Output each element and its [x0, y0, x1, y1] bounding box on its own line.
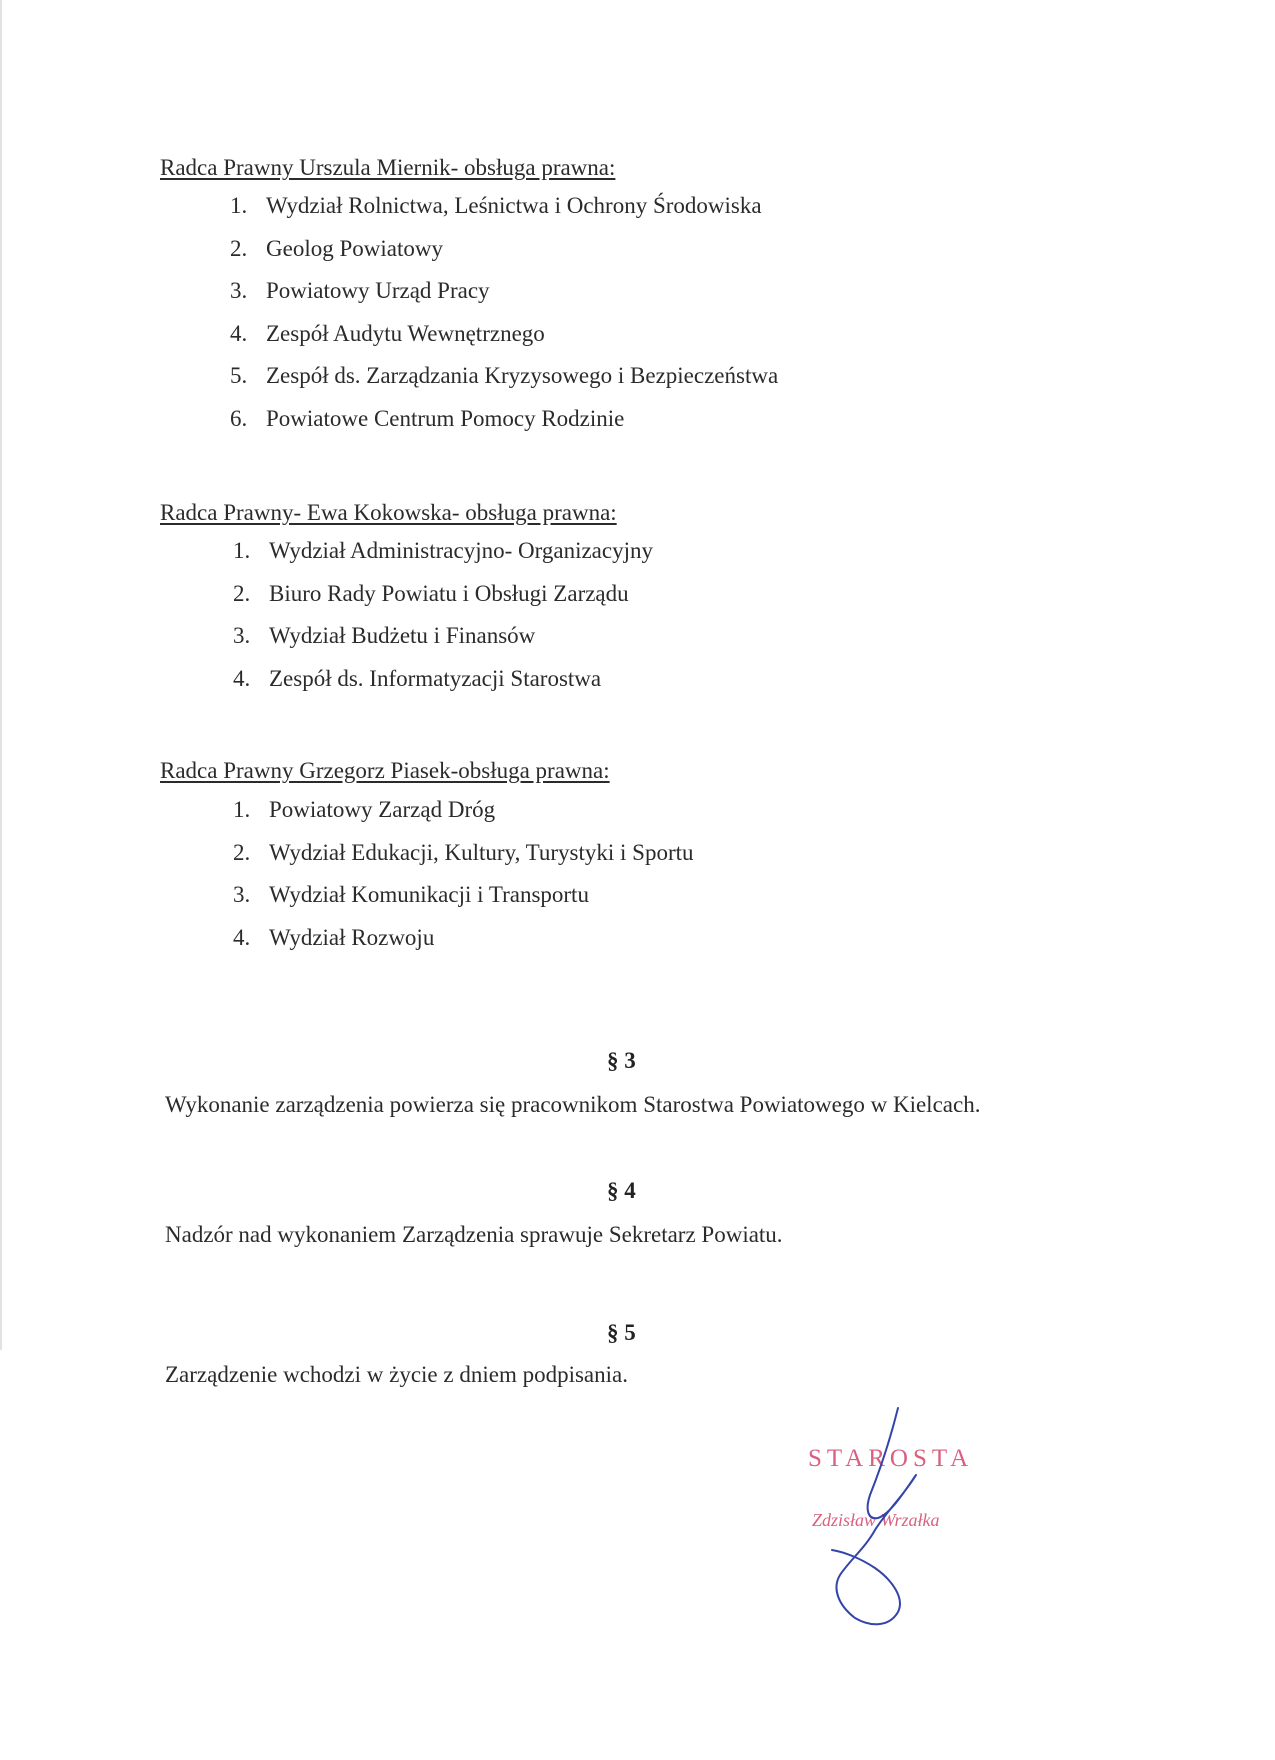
list-item-number: 3. [233, 882, 251, 907]
paragraph-mark-5: § 5 [607, 1320, 636, 1345]
list-item [233, 840, 694, 883]
list-item-text: Powiatowy Zarząd Dróg [269, 797, 496, 822]
list-item [230, 278, 778, 321]
section-heading-piasek: Radca Prawny Grzegorz Piasek-obsługa prawna: [160, 758, 610, 783]
list-item-text: Zespół ds. Informatyzacji Starostwa [269, 665, 602, 691]
section-list-miernik [230, 193, 778, 448]
list-item-text: Powiatowy Urząd Pracy [266, 278, 490, 303]
list-item-text: Wydział Budżetu i Finansów [269, 623, 536, 648]
list-item-number: 2. [230, 235, 248, 261]
list-item [233, 538, 653, 581]
list-item [233, 581, 653, 624]
list-item-number: 4. [230, 320, 248, 346]
list-item-number: 2. [233, 839, 251, 865]
list-item [233, 925, 694, 968]
list-item-text: Powiatowe Centrum Pomocy Rodzinie [266, 405, 625, 431]
list-item-text: Biuro Rady Powiatu i Obsługi Zarządu [269, 580, 629, 606]
list-item-number: 4. [233, 665, 251, 691]
list-item-text: Geolog Powiatowy [266, 235, 443, 261]
list-item [230, 363, 778, 406]
list-item-text: Zespół Audytu Wewnętrznego [266, 320, 545, 346]
list-item-number: 1. [230, 193, 248, 218]
list-item [233, 666, 653, 709]
list-item [233, 882, 694, 925]
paragraph-text-3: Wykonanie zarządzenia powierza się pracownikom Starostwa Powiatowego w Kielcach. [165, 1092, 981, 1117]
list-item [230, 236, 778, 279]
list-item [230, 193, 778, 236]
list-item [233, 623, 653, 666]
list-item-text: Wydział Administracyjno- Organizacyjny [269, 538, 653, 563]
stamp-title: STAROSTA [808, 1445, 974, 1472]
stamp-name: Zdzisław Wrzałka [812, 1510, 940, 1530]
list-item-text: Zespół ds. Zarządzania Kryzysowego i Bezpieczeństwa [266, 363, 779, 388]
list-item-number: 6. [230, 405, 248, 431]
handwritten-signature [820, 1400, 940, 1630]
section-heading-miernik: Radca Prawny Urszula Miernik- obsługa prawna: [160, 155, 616, 180]
list-item [230, 321, 778, 364]
section-list-piasek [233, 797, 694, 967]
list-item-number: 2. [233, 580, 251, 606]
paragraph-mark-3: § 3 [607, 1048, 636, 1073]
list-item-number: 5. [230, 363, 248, 388]
list-item-text: Wydział Komunikacji i Transportu [269, 882, 589, 907]
list-item-text: Wydział Rozwoju [269, 924, 435, 950]
list-item-number: 3. [233, 623, 251, 648]
list-item [233, 797, 694, 840]
list-item-number: 3. [230, 278, 248, 303]
paragraph-text-5: Zarządzenie wchodzi w życie z dniem podpisania. [165, 1362, 628, 1387]
paragraph-text-4: Nadzór nad wykonaniem Zarządzenia sprawuje Sekretarz Powiatu. [165, 1222, 783, 1247]
list-item-text: Wydział Rolnictwa, Leśnictwa i Ochrony Środowiska [266, 193, 762, 218]
list-item-number: 4. [233, 924, 251, 950]
list-item-number: 1. [233, 538, 251, 563]
section-list-kokowska [233, 538, 653, 708]
paragraph-mark-4: § 4 [607, 1178, 636, 1203]
scan-edge [0, 0, 2, 1350]
section-heading-kokowska: Radca Prawny- Ewa Kokowska- obsługa prawna: [160, 500, 617, 525]
list-item [230, 406, 778, 449]
list-item-text: Wydział Edukacji, Kultury, Turystyki i Sportu [269, 839, 694, 865]
list-item-number: 1. [233, 797, 251, 822]
